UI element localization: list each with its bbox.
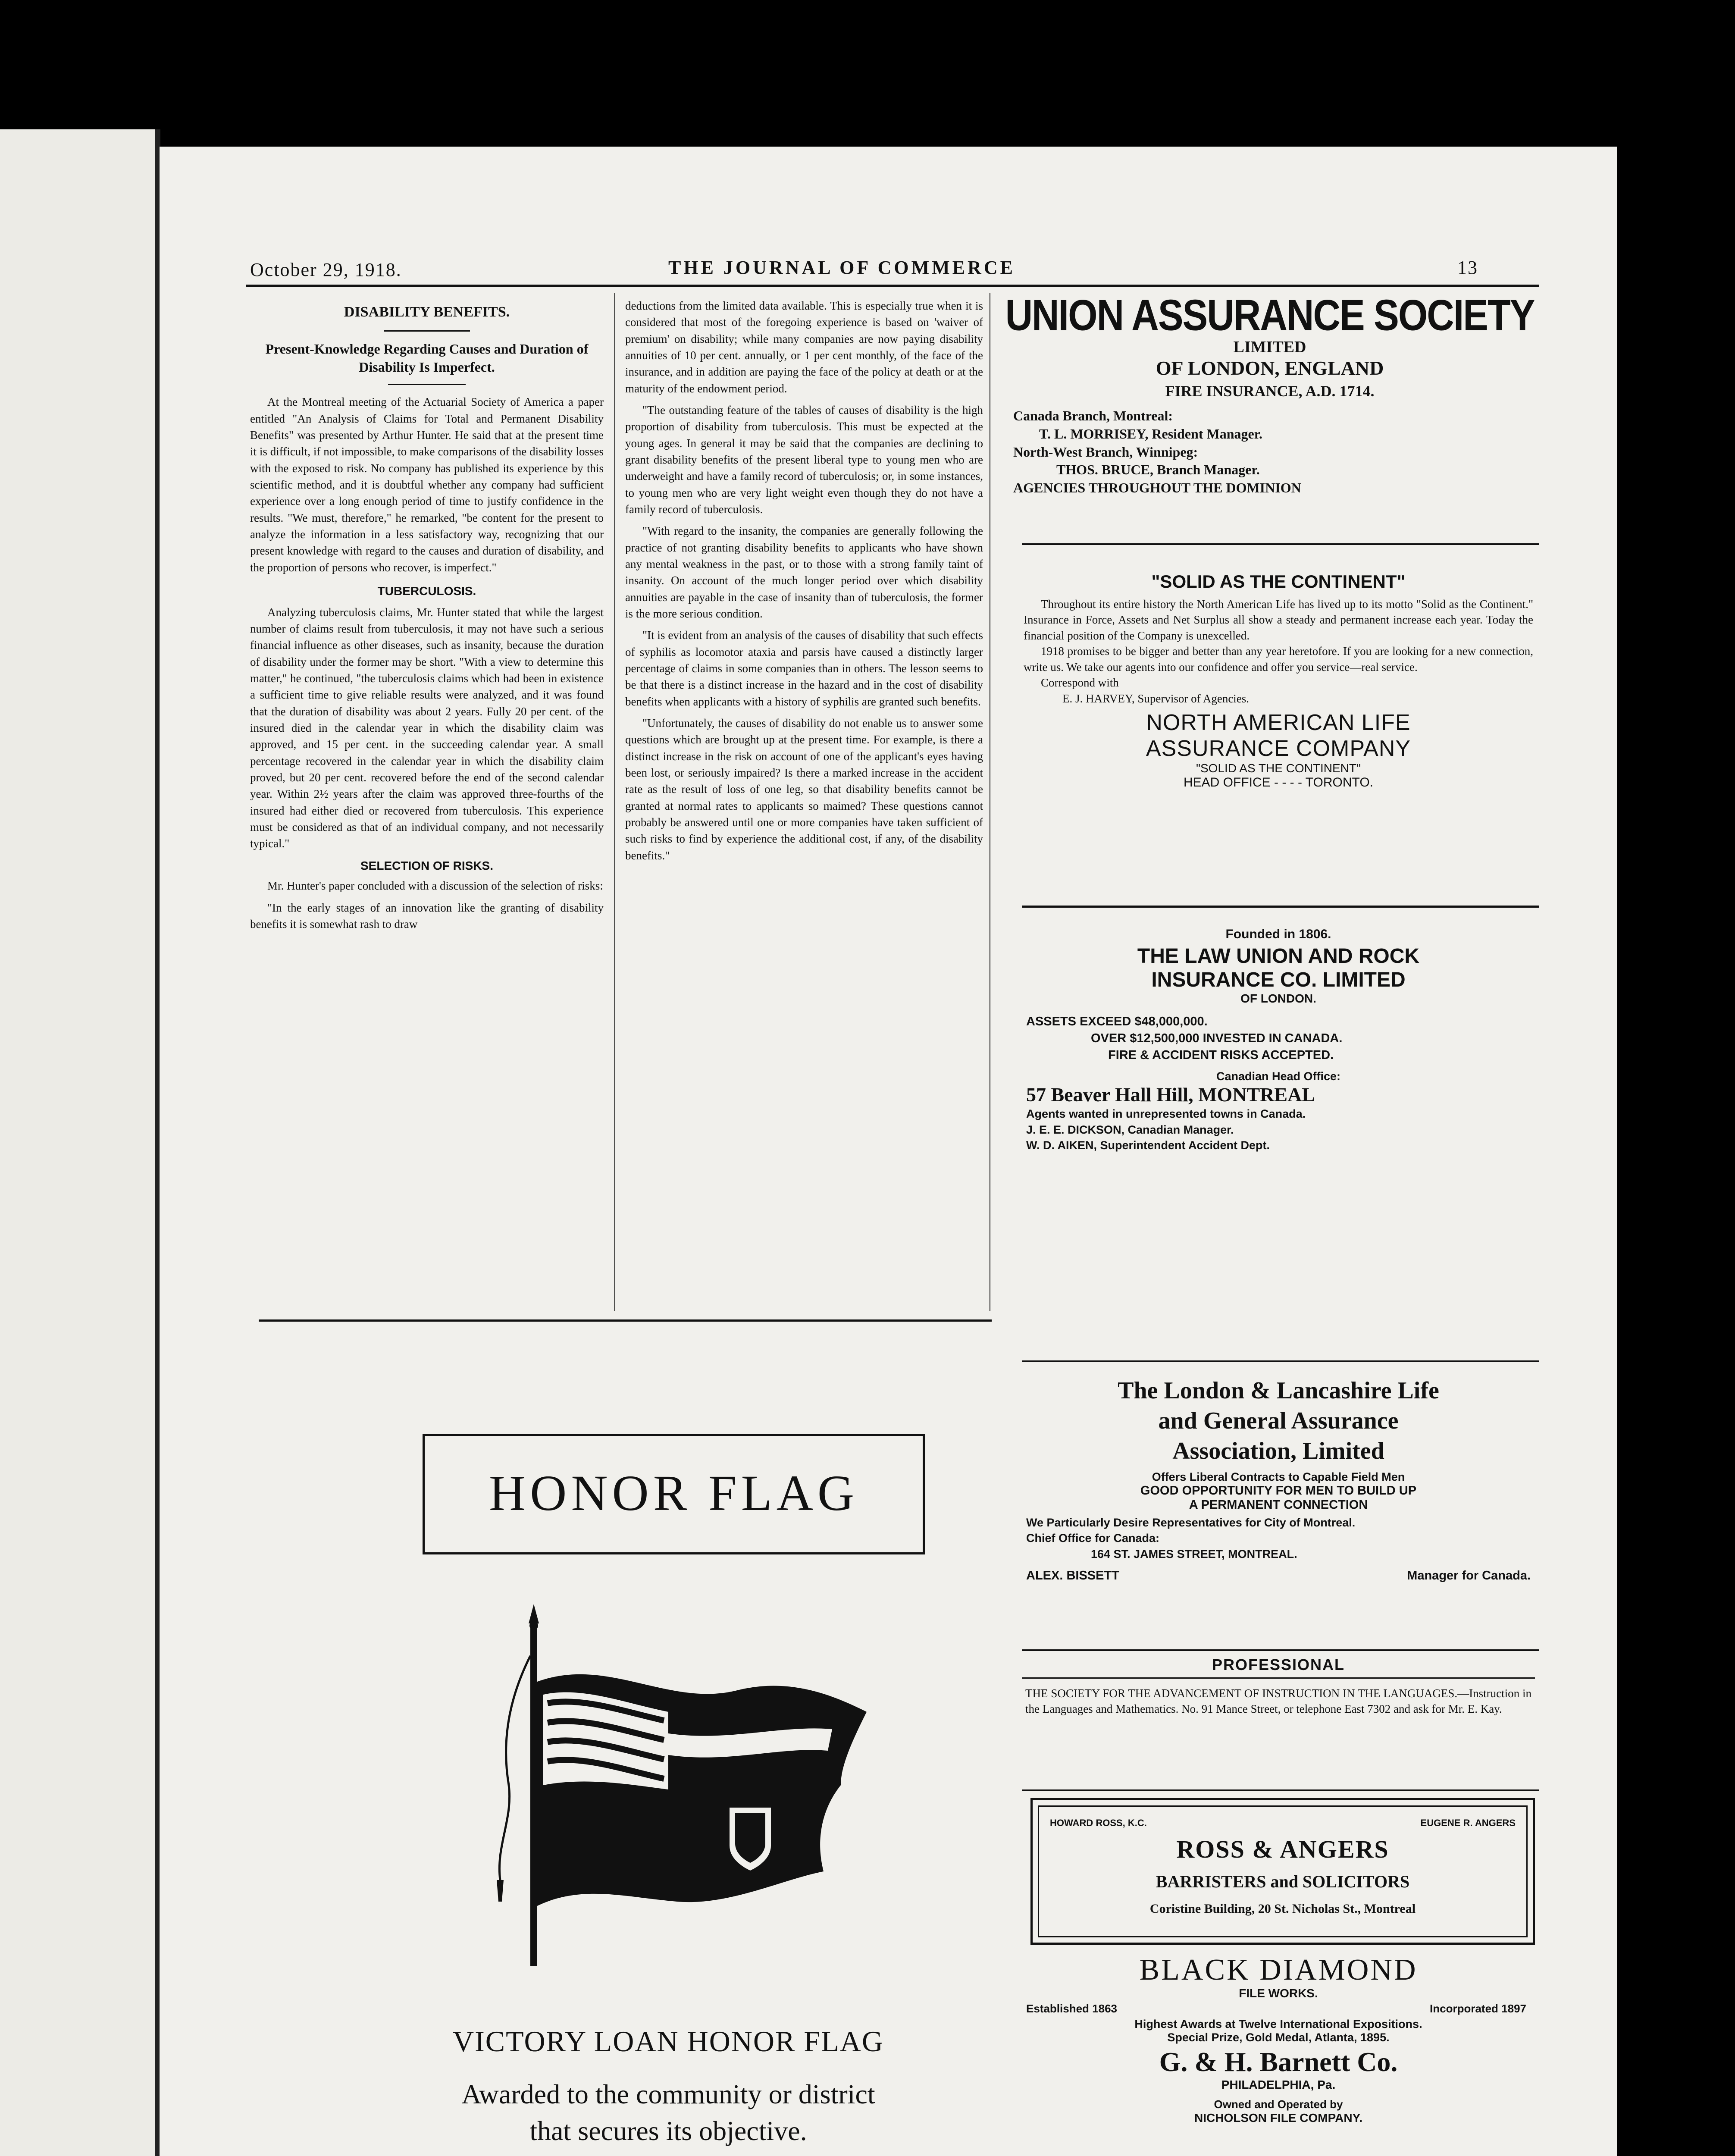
na-name: ASSURANCE COMPANY [1146, 736, 1411, 761]
article-paragraph: "The outstanding feature of the tables of causes of disability is the high proportion of disability from tuberculosis. This must be expected at the young ages. In general it may be said that the companies are declining to grant disability benefits of the present liberal type to young men who are underweight and have a family record of tuberculosis; or, in some instances, to young men who are very light weight even though they do not have a family record of tuberculosis. [625, 403, 983, 516]
bd-sub: FILE WORKS. [1239, 1987, 1318, 2000]
law-union-ad [1018, 927, 1539, 1153]
union-title: UNION ASSURANCE SOCIETY [1005, 290, 1535, 340]
union-line: Canada Branch, Montreal: [1013, 408, 1173, 424]
black-diamond-ad [1018, 1953, 1539, 2125]
ad-divider [1022, 1360, 1539, 1362]
lu-line: ASSETS EXCEED $48,000,000. [1026, 1015, 1208, 1028]
section-rule [259, 1319, 992, 1322]
union-assurance-ad [996, 290, 1544, 497]
ll-name: and General Assurance [1158, 1407, 1399, 1434]
na-body: E. J. HARVEY, Supervisor of Agencies. [1062, 692, 1250, 705]
flag-pole [530, 1621, 537, 1966]
article-subtitle: Present-Knowledge Regarding Causes and Duration of Disability Is Imperfect. [265, 341, 589, 375]
na-head-office: HEAD OFFICE - - - - TORONTO. [1183, 775, 1373, 790]
flag-caption: VICTORY LOAN HONOR FLAG [453, 2025, 884, 2058]
union-line: T. L. MORRISEY, Resident Manager. [1039, 426, 1262, 442]
na-name: NORTH AMERICAN LIFE [1146, 710, 1411, 736]
article-column-1 [250, 298, 604, 937]
header-rule [246, 285, 1539, 287]
column-divider [614, 293, 615, 1311]
bd-inc: Incorporated 1897 [1430, 2002, 1526, 2015]
professional-section [1018, 1656, 1539, 1717]
ad-divider [1022, 906, 1539, 908]
bd-special: Special Prize, Gold Medal, Atlanta, 1895. [1167, 2031, 1390, 2044]
professional-body: THE SOCIETY FOR THE ADVANCEMENT OF INSTRUCTION IN THE LANGUAGES.—Instruction in the Languages and Mathematics. No. 91 Mance Street, or telephone East 7302 and ask for Mr. E. Kay. [1025, 1687, 1531, 1716]
honor-flag-title: HONOR FLAG [489, 1465, 859, 1521]
bd-nicholson: NICHOLSON FILE COMPANY. [1194, 2111, 1362, 2125]
article-paragraph: "Unfortunately, the causes of disability do not enable us to answer some questions which are brought up at the present time. For example, is there a distinct increase in the risk on account of one of the applicant's eyes having been lost, or seriously impaired? Is there a marked increase in the accident rate as the result of loss of one leg, so that disability benefits cannot be granted at normal rates to applicants so maimed? These questions cannot probably be answered until one or more companies have taken sufficient of such risks to find by experience the additional cost, if any, of the disability benefits." [625, 716, 983, 862]
bd-owned: Owned and Operated by [1214, 2098, 1343, 2111]
union-line: THOS. BRUCE, Branch Manager. [1056, 462, 1260, 478]
ll-line: Chief Office for Canada: [1026, 1532, 1160, 1545]
article-paragraph: "In the early stages of an innovation like the granting of disability benefits it is somewhat rash to draw [250, 901, 604, 931]
ross-angers-ad [1030, 1798, 1535, 1945]
bd-est: Established 1863 [1026, 2002, 1117, 2015]
ll-good: GOOD OPPORTUNITY FOR MEN TO BUILD UP [1140, 1484, 1417, 1498]
ll-name: Association, Limited [1172, 1438, 1384, 1464]
flag-subcaption: Awarded to the community or district [461, 2079, 875, 2109]
ll-name: The London & Lancashire Life [1118, 1377, 1439, 1404]
lu-line: W. D. AIKEN, Superintendent Accident Dept. [1026, 1139, 1270, 1152]
ad-divider [1022, 1649, 1539, 1651]
ross-name: ROSS & ANGERS [1176, 1835, 1389, 1863]
lu-name: THE LAW UNION AND ROCK [1137, 945, 1420, 968]
flag-illustration [401, 1604, 961, 1975]
article-paragraph: "It is evident from an analysis of the causes of disability that such effects of syphilis as locomotor ataxia and parsis have caused a distinctly larger percentage of claims in some companies than in others. The lesson seems to be that there is a distinct increase in the hazard and in the cost of disability benefits when applicants with a history of syphilis are granted such benefits. [625, 629, 983, 708]
ll-line: 164 ST. JAMES STREET, MONTREAL. [1091, 1547, 1297, 1561]
ll-line: We Particularly Desire Representatives for City of Montreal. [1026, 1516, 1356, 1529]
na-slogan: "SOLID AS THE CONTINENT" [1151, 571, 1406, 592]
ll-bissett: ALEX. BISSETT [1026, 1569, 1119, 1583]
london-lancashire-ad [1018, 1376, 1539, 1586]
article-paragraph: At the Montreal meeting of the Actuarial Society of America a paper entitled "An Analysis of Claims for Total and Permanent Disability Benefits" was presented by Arthur Hunter. He said that at the present time it is difficult, if not impossible, to make comparisons of the disability losses with the exposed to risk. No company has published its experience by this scientific method, and it is doubtful whether any company had sufficient experience over a long enough period of time to justify confidence in the results. "We must, therefore," he remarked, "be content for the present to analyze the information in a less satisfactory way, recognizing that our present knowledge with regard to the causes and duration of disability, and the proportion of persons who recover, is imperfect." [250, 395, 604, 574]
flag-subcaption: that secures its objective. [529, 2115, 807, 2146]
bd-phila: PHILADELPHIA, Pa. [1221, 2078, 1336, 2091]
ad-divider [1022, 1789, 1539, 1791]
lu-chead: Canadian Head Office: [1216, 1070, 1341, 1083]
ross-addr: Coristine Building, 20 St. Nicholas St., Montreal [1149, 1902, 1416, 1916]
article-column-2 [625, 298, 983, 869]
ross-sub: BARRISTERS and SOLICITORS [1156, 1872, 1410, 1891]
ll-manager: Manager for Canada. [1407, 1569, 1531, 1583]
na-body: 1918 promises to be bigger and better than any year heretofore. If you are looking for a new connection, write us. We take our agents into our confidence and offer you service—real service. [1024, 645, 1533, 674]
header-title: THE JOURNAL OF COMMERCE [668, 257, 1015, 278]
union-of: OF LONDON, ENGLAND [1156, 357, 1384, 379]
ll-perm: A PERMANENT CONNECTION [1189, 1498, 1368, 1512]
lu-line: Agents wanted in unrepresented towns in Canada. [1026, 1107, 1306, 1121]
article-title: DISABILITY BENEFITS. [344, 304, 510, 320]
article-paragraph: deductions from the limited data available. This is especially true when it is considered that most of the foregoing experience is based on 'waiver of premium' on disability; while many companies are now paying disability annuities of 10 per cent. annually, or 1 per cent monthly, of the face of the insurance, and in addition are paying the face of the policy at death or at the maturity of the endowment period. [625, 299, 983, 395]
lu-of: OF LONDON. [1240, 992, 1316, 1005]
union-fire: FIRE INSURANCE, A.D. 1714. [1165, 382, 1375, 400]
header-page-number: 13 [1457, 257, 1478, 278]
bd-barnett: G. & H. Barnett Co. [1159, 2046, 1398, 2077]
pole-finial [529, 1604, 539, 1623]
flag-cord [499, 1656, 530, 1880]
bd-awards: Highest Awards at Twelve International Expositions. [1134, 2018, 1422, 2031]
na-body: Throughout its entire history the North American Life has lived up to its motto "Solid as the Continent." Insurance in Force, Assets and Net Surplus all show a steady and permanent increase each year. Today the financial position of the Company is unexcelled. [1024, 598, 1533, 642]
union-line: AGENCIES THROUGHOUT THE DOMINION [1013, 479, 1301, 495]
section-heading-selection: SELECTION OF RISKS. [360, 859, 494, 872]
lu-line: OVER $12,500,000 INVESTED IN CANADA. [1091, 1031, 1343, 1046]
na-slogan-small: "SOLID AS THE CONTINENT" [1196, 761, 1361, 775]
article-paragraph: "With regard to the insanity, the companies are generally following the practice of not granting disability benefits to applicants who have shown any mental weakness in the past, or to those with a strong family taint of insanity. On account of the much longer period over which disability annuities are payable in the case of insanity than of tuberculosis, the former is the more serious condition. [625, 524, 983, 620]
article-paragraph: Mr. Hunter's paper concluded with a discussion of the selection of risks: [267, 879, 603, 893]
ll-offers: Offers Liberal Contracts to Capable Field Men [1152, 1470, 1405, 1483]
lu-name: INSURANCE CO. LIMITED [1151, 968, 1406, 991]
adjacent-page-strip [0, 129, 155, 2156]
lu-founded: Founded in 1806. [1225, 927, 1331, 941]
flag-tassel [497, 1880, 504, 1902]
article-paragraph: Analyzing tuberculosis claims, Mr. Hunter stated that while the largest number of claims result from tuberculosis, it may not have such a serious financial influence as other diseases, such as insanity, because the duration of disability under the former may be short. "With a view to determine this matter," he continued, "the tuberculosis claims which had been in existence a sufficient time to give reliable results were analyzed, and it was found that the duration of disability was about 2 years. Fully 20 per cent. of the insured died in the calendar year in which the disability claim was approved, and 15 per cent. in the succeeding calendar year. A small percentage recovered in the calendar year in which the disability claim proved, but 20 per cent. recovered before the end of the second calendar year. Within 2½ years after the claim was approved three-fourths of the insured had either died or recovered from tuberculosis. This experience must be considered as that of an individual company, and not necessarily typical." [250, 605, 604, 850]
na-body: Correspond with [1041, 676, 1119, 689]
bd-name: BLACK DIAMOND [1139, 1953, 1418, 1987]
section-heading-tuberculosis: TUBERCULOSIS. [377, 584, 476, 598]
union-line: North-West Branch, Winnipeg: [1013, 444, 1198, 460]
newspaper-page [160, 147, 1617, 2156]
ross-left: HOWARD ROSS, K.C. [1050, 1818, 1147, 1828]
north-american-ad [1018, 571, 1539, 790]
union-limited: LIMITED [1233, 338, 1306, 357]
header-date: October 29, 1918. [250, 259, 402, 280]
lu-line: J. E. E. DICKSON, Canadian Manager. [1026, 1123, 1234, 1136]
professional-title: PROFESSIONAL [1212, 1656, 1345, 1673]
honor-flag-box [423, 1434, 925, 1554]
title-rule [384, 330, 470, 332]
subtitle-rule [388, 384, 466, 385]
ad-divider [1022, 543, 1539, 545]
ross-right: EUGENE R. ANGERS [1420, 1818, 1516, 1828]
lu-address: 57 Beaver Hall Hill, MONTREAL [1026, 1084, 1315, 1106]
lu-line: FIRE & ACCIDENT RISKS ACCEPTED. [1108, 1048, 1334, 1062]
